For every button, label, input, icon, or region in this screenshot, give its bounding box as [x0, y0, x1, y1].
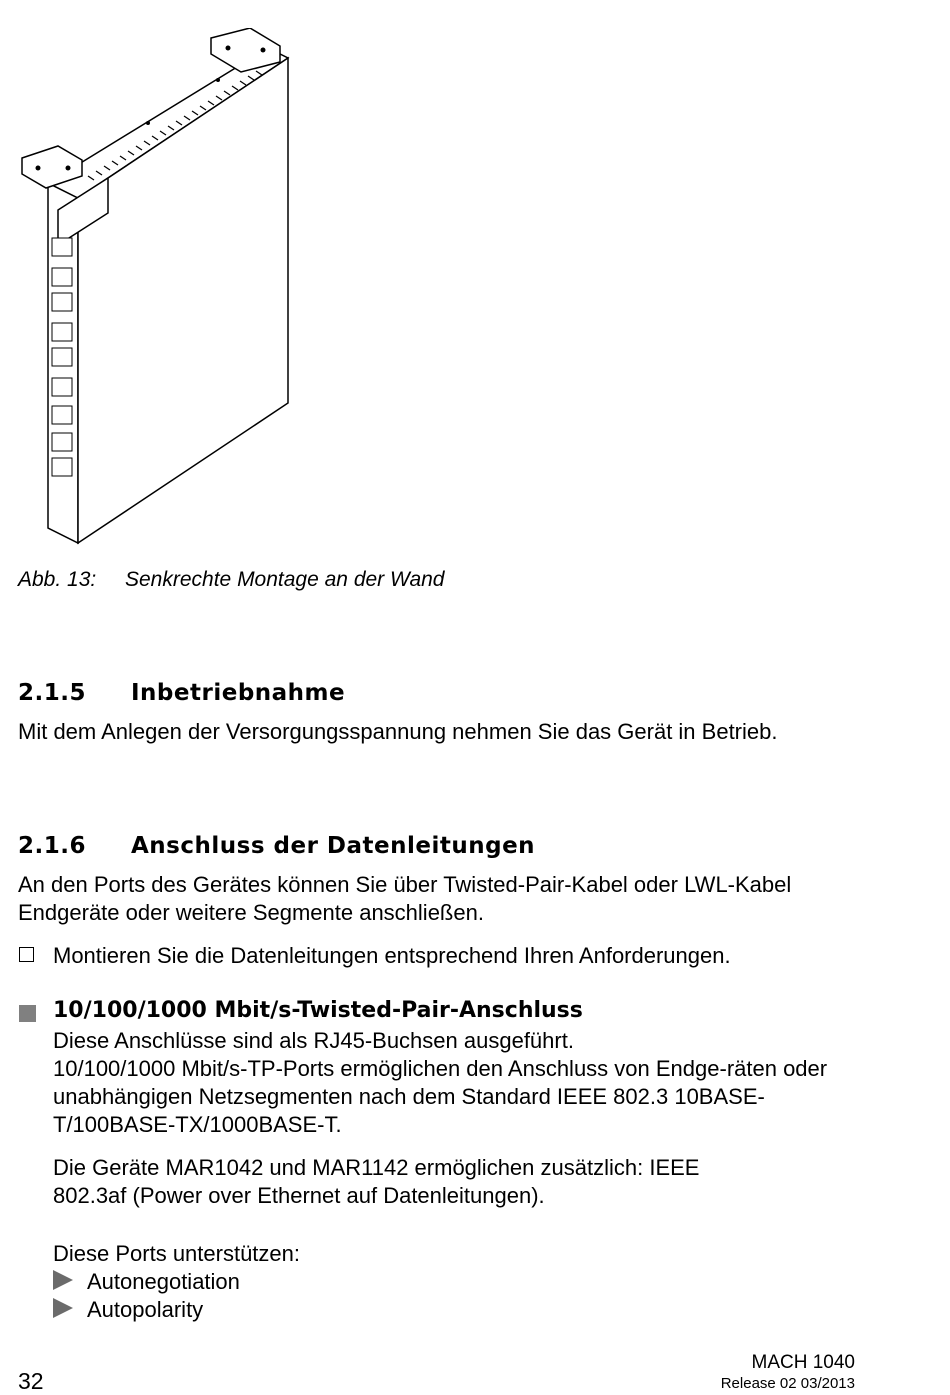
section-title: Anschluss der Datenleitungen — [131, 833, 536, 859]
list-item — [53, 1268, 240, 1296]
footer-release: Release 02 03/2013 — [720, 1375, 855, 1392]
caption-text: Senkrechte Montage an der Wand — [125, 568, 445, 591]
section-body-216: An den Ports des Gerätes können Sie über Twisted-Pair-Kabel oder LWL-Kabel Endgeräte oder weitere Segmente anschließen. — [18, 872, 792, 925]
footer-product: MACH 1040 — [751, 1352, 855, 1373]
instruction-text: Montieren Sie die Datenleitungen entsprechend Ihren Anforderungen. — [53, 943, 731, 968]
triangle-bullet-icon — [53, 1270, 73, 1290]
triangle-bullet-icon — [53, 1298, 73, 1318]
section-number: 2.1.5 — [18, 680, 86, 706]
section-number: 2.1.6 — [18, 833, 86, 859]
section-title: Inbetriebnahme — [131, 680, 346, 706]
tp-description: Diese Anschlüsse sind als RJ45-Buchsen ausgeführt. — [53, 1028, 574, 1053]
poe-text: Die Geräte MAR1042 und MAR1142 ermöglichen zusätzlich: IEEE 802.3af (Power over Ethernet auf Datenleitungen). — [53, 1155, 700, 1208]
support-intro: Diese Ports unterstützen: — [53, 1241, 301, 1266]
feature-label: Autopolarity — [87, 1297, 204, 1322]
square-bullet-icon — [19, 1005, 36, 1022]
section-heading-215 — [18, 680, 345, 706]
section-body-215: Mit dem Anlegen der Versorgungsspannung nehmen Sie das Gerät in Betrieb. — [18, 719, 778, 744]
checkbox-icon — [19, 947, 34, 962]
figure-caption — [18, 568, 444, 592]
section-heading-216 — [18, 833, 535, 859]
caption-number: Abb. 13: — [18, 568, 97, 591]
device-illustration — [18, 28, 318, 548]
tp-standard-text: 10/100/1000 Mbit/s-TP-Ports ermöglichen den Anschluss von Endge-räten oder unabhängigen Netzsegmenten nach dem Standard IEEE 802.3 10BASE-T/100BASE-TX/1000BASE-T. — [53, 1056, 828, 1137]
feature-label: Autonegotiation — [87, 1269, 240, 1294]
subsection-title: 10/100/1000 Mbit/s-Twisted-Pair-Anschluss — [53, 998, 583, 1023]
page-number: 32 — [18, 1368, 44, 1394]
list-item — [53, 1296, 203, 1324]
